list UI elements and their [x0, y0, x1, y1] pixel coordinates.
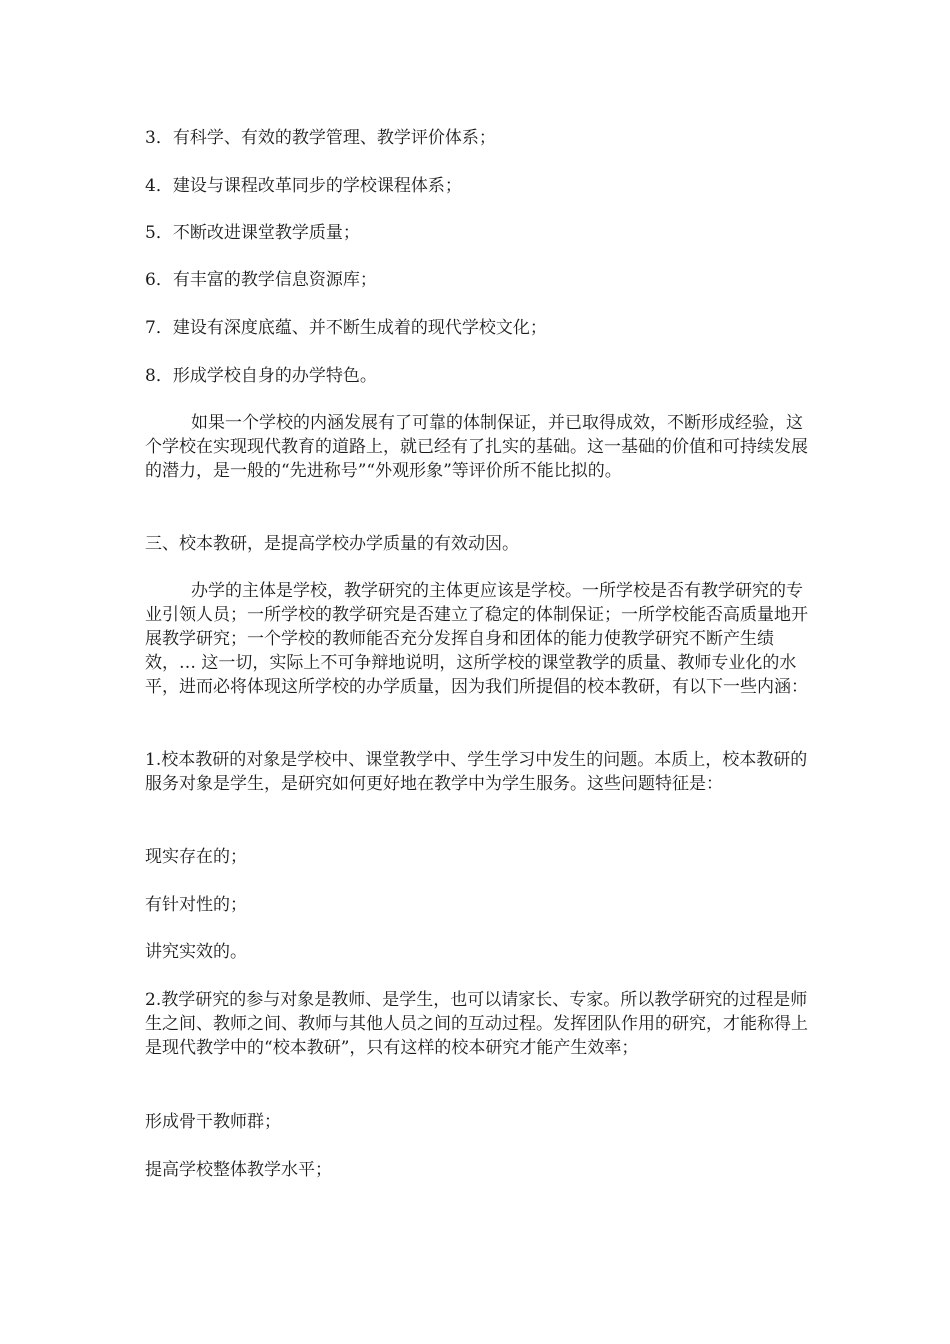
paragraph-school-research: 办学的主体是学校，教学研究的主体更应该是学校。一所学校是否有教学研究的专业引领人员；一所学校的教学研究是否建立了稳定的体制保证；一所学校能否高质量地开展教学研究；一个学校的教师能否充分发挥自身和团体的能力使教学研究不断产生绩效，… 这一切，实际上不可争辩地说明，这所学校的课堂教学的质量、教师专业化的水平，进而必将体现这所学校的办学质量，因为我们所提倡的校本教研，有以下一些内涵：: [145, 581, 808, 697]
list-item-5: 5．不断改进课堂教学质量；: [145, 223, 360, 243]
list-item-4: 4．建设与课程改革同步的学校课程体系；: [145, 176, 462, 196]
feature-item: 讲究实效的。: [145, 942, 247, 962]
section-heading: 三、校本教研，是提高学校办学质量的有效动因。: [145, 534, 519, 554]
point-1: 1.校本教研的对象是学校中、课堂教学中、学生学习中发生的问题。本质上，校本教研的服务对象是学生，是研究如何更好地在教学中为学生服务。这些问题特征是：: [145, 750, 808, 794]
outcome-item: 提高学校整体教学水平；: [145, 1160, 332, 1180]
feature-item: 现实存在的；: [145, 847, 247, 867]
point-2: 2.教学研究的参与对象是教师、是学生，也可以请家长、专家。所以教学研究的过程是师生之间、教师之间、教师与其他人员之间的互动过程。发挥团队作用的研究，才能称得上是现代教学中的“校本教研”，只有这样的校本研究才能产生效率；: [145, 990, 808, 1058]
feature-item: 有针对性的；: [145, 895, 247, 915]
list-item-6: 6．有丰富的教学信息资源库；: [145, 270, 377, 290]
paragraph-inner-development: 如果一个学校的内涵发展有了可靠的体制保证，并已取得成效，不断形成经验，这个学校在实现现代教育的道路上，就已经有了扎实的基础。这一基础的价值和可持续发展的潜力，是一般的“先进称号”“外观形象”等评价所不能比拟的。: [145, 413, 808, 481]
list-item-3: 3．有科学、有效的教学管理、教学评价体系；: [145, 128, 496, 148]
list-item-8: 8．形成学校自身的办学特色。: [145, 366, 377, 386]
list-item-7: 7．建设有深度底蕴、并不断生成着的现代学校文化；: [145, 318, 547, 338]
outcome-item: 形成骨干教师群；: [145, 1112, 281, 1132]
